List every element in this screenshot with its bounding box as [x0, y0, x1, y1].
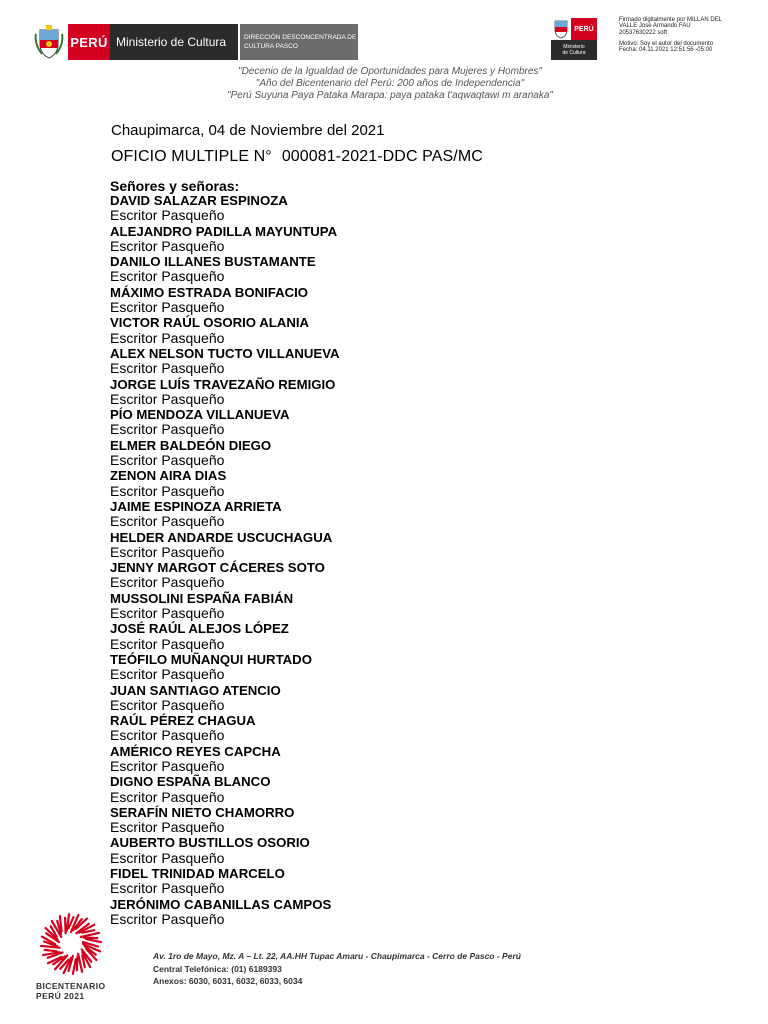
- motto-line: "Perú Suyuna Paya Pataka Marapa: paya pataka t'aqwaqtawi m aranaka": [227, 90, 553, 101]
- recipient-name: JERÓNIMO CABANILLAS CAMPOS: [110, 896, 332, 912]
- small-ministry-line2: de Cultura: [562, 50, 586, 56]
- document-date: Chaupimarca, 04 de Noviembre del 2021: [111, 122, 385, 139]
- recipient-name: RAÚL PÉREZ CHAGUA: [110, 713, 256, 729]
- direction-label: [240, 24, 358, 60]
- recipient-name: TEÓFILO MUÑANQUI HURTADO: [110, 651, 312, 667]
- bicentenario-line2: PERÚ 2021: [36, 991, 85, 1001]
- sunburst-ray: [86, 939, 101, 942]
- ministry-name: Ministerio de Cultura: [110, 24, 238, 60]
- recipient-title: Escritor Pasqueño: [110, 482, 225, 499]
- recipient-title: Escritor Pasqueño: [110, 543, 225, 560]
- bicentenario-line1: BICENTENARIO: [36, 981, 106, 991]
- coat-of-arms-icon: [34, 24, 64, 60]
- recipient-name: DAVID SALAZAR ESPINOZA: [110, 193, 288, 208]
- digital-signature: [619, 17, 759, 53]
- signature-line5: Fecha: 04.11.2021 12:51:56 -05:00: [619, 47, 713, 54]
- motto-line: "Año del Bicentenario del Perú: 200 años de Independencia": [255, 78, 525, 89]
- recipient-name: ALEJANDRO PADILLA MAYUNTUPA: [110, 223, 338, 239]
- signature-line2: VALLE Jose Armando FAU: [619, 23, 691, 30]
- recipient-title: Escritor Pasqueño: [110, 574, 225, 591]
- recipient-name: AMÉRICO REYES CAPCHA: [110, 743, 281, 759]
- recipient-name: ELMER BALDEÓN DIEGO: [110, 437, 272, 453]
- recipient-title: Escritor Pasqueño: [110, 910, 225, 927]
- recipient-title: Escritor Pasqueño: [110, 452, 225, 469]
- direction-line1: DIRECCIÓN DESCONCENTRADA DE: [244, 34, 357, 41]
- bicentenario-logo-icon: [34, 910, 108, 980]
- recipient-title: Escritor Pasqueño: [110, 513, 225, 530]
- footer-address-block: [153, 950, 521, 988]
- recipient-name: PÍO MENDOZA VILLANUEVA: [110, 407, 290, 423]
- recipient-name: JENNY MARGOT CÁCERES SOTO: [110, 560, 325, 576]
- oficio-label: OFICIO MULTIPLE N°: [111, 148, 272, 165]
- signature-line4: Motivo: Soy el autor del documento: [619, 40, 714, 47]
- recipient-name: JORGE LUÍS TRAVEZAÑO REMIGIO: [110, 376, 336, 392]
- recipient-name: MUSSOLINI ESPAÑA FABIÁN: [110, 590, 294, 606]
- recipient-title: Escritor Pasqueño: [110, 299, 225, 316]
- recipient-name: VICTOR RAÚL OSORIO ALANIA: [110, 315, 310, 331]
- recipient-title: Escritor Pasqueño: [110, 788, 225, 805]
- recipient-title: Escritor Pasqueño: [110, 849, 225, 866]
- direction-line2: CULTURA PASCO: [244, 43, 298, 50]
- year-mottos: [170, 66, 610, 102]
- recipient-title: Escritor Pasqueño: [110, 819, 225, 836]
- recipient-title: Escritor Pasqueño: [110, 605, 225, 622]
- recipient-name: DANILO ILLANES BUSTAMANTE: [110, 254, 316, 270]
- recipient-title: Escritor Pasqueño: [110, 237, 225, 254]
- recipient-title: Escritor Pasqueño: [110, 360, 225, 377]
- recipient-title: Escritor Pasqueño: [110, 329, 225, 346]
- ministry-small-logo: [551, 18, 597, 60]
- recipient-name: MÁXIMO ESTRADA BONIFACIO: [110, 284, 309, 300]
- oficio-heading: [111, 148, 483, 166]
- recipient-name: JAIME ESPINOZA ARRIETA: [110, 498, 282, 514]
- signature-line1: Firmado digitalmente por MILLAN DEL: [619, 17, 723, 23]
- footer-address: Av. 1ro de Mayo, Mz. A – Lt. 22, AA.HH Tupac Amaru - Chaupimarca - Cerro de Pasco - Perú: [153, 951, 521, 961]
- recipient-name: ALEX NELSON TUCTO VILLANUEVA: [110, 345, 340, 361]
- recipient-name: AUBERTO BUSTILLOS OSORIO: [110, 835, 310, 851]
- recipient-title: Escritor Pasqueño: [110, 727, 225, 744]
- signature-line3: 20537630222 soft: [619, 29, 668, 36]
- recipient-title: Escritor Pasqueño: [110, 757, 225, 774]
- sunburst-ray: [84, 938, 98, 939]
- recipient-title: Escritor Pasqueño: [110, 421, 225, 438]
- recipient-title: Escritor Pasqueño: [110, 207, 225, 224]
- small-ministry-label: [551, 40, 597, 60]
- recipient-name: JOSÉ RAÚL ALEJOS LÓPEZ: [110, 621, 289, 637]
- small-peru-label: PERÚ: [571, 18, 597, 40]
- recipient-name: DIGNO ESPAÑA BLANCO: [110, 774, 271, 790]
- recipient-title: Escritor Pasqueño: [110, 696, 225, 713]
- sunburst-ray: [77, 957, 78, 971]
- sunburst-ray: [73, 959, 76, 974]
- footer-annexes: Anexos: 6030, 6031, 6032, 6033, 6034: [153, 976, 303, 986]
- recipient-name: SERAFÍN NIETO CHAMORRO: [110, 804, 295, 820]
- recipient-name: JUAN SANTIAGO ATENCIO: [110, 682, 281, 698]
- sunburst-ray: [45, 950, 57, 951]
- oficio-number: 000081-2021-DDC PAS/MC: [281, 148, 483, 165]
- footer-phone: Central Telefónica: (01) 6189393: [153, 963, 282, 974]
- recipient-name: ZENON AIRA DIAS: [110, 468, 227, 484]
- recipient-title: Escritor Pasqueño: [110, 390, 225, 407]
- bicentenario-label: [36, 981, 106, 1001]
- recipient-title: Escritor Pasqueño: [110, 880, 225, 897]
- recipient-title: Escritor Pasqueño: [110, 635, 225, 652]
- recipient-title: Escritor Pasqueño: [110, 268, 225, 285]
- small-coat-of-arms-icon: [551, 18, 571, 40]
- recipient-list: [110, 193, 340, 927]
- recipient-title: Escritor Pasqueño: [110, 666, 225, 683]
- peru-brand-label: PERÚ: [68, 24, 110, 60]
- motto-line: "Decenio de la Igualdad de Oportunidades para Mujeres y Hombres": [238, 66, 542, 77]
- sunburst-ray: [65, 918, 66, 934]
- recipient-name: FIDEL TRINIDAD MARCELO: [110, 866, 285, 882]
- salutation: Señores y señoras:: [110, 178, 240, 194]
- ministry-header: [34, 24, 358, 60]
- small-ministry-line1: Ministerio: [563, 44, 585, 50]
- recipient-name: HELDER ANDARDE USCUCHAGUA: [110, 529, 333, 545]
